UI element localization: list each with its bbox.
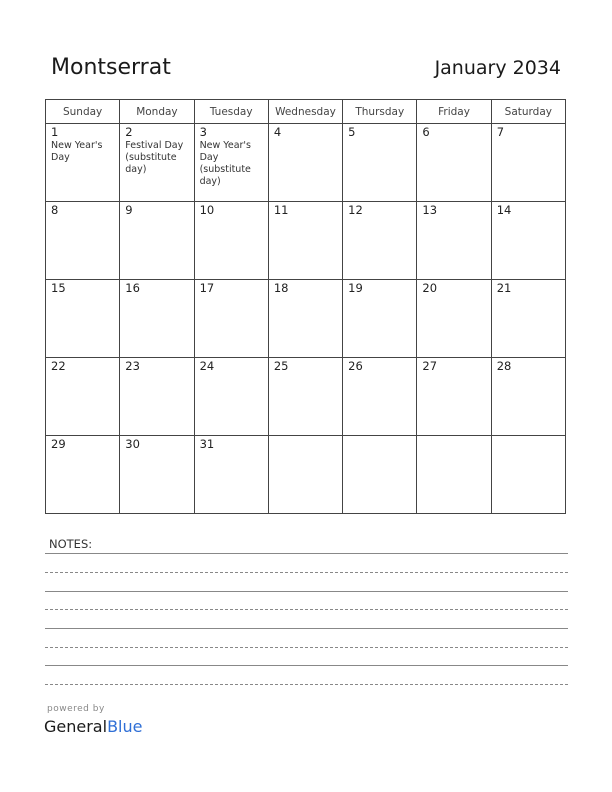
- day-number: 31: [199, 437, 215, 451]
- calendar-day-cell: [46, 280, 120, 358]
- calendar-day-cell: [417, 280, 491, 358]
- calendar-day-cell: [268, 358, 342, 436]
- calendar-day-cell: [120, 280, 194, 358]
- calendar-day-cell: [491, 202, 565, 280]
- note-line: [45, 684, 568, 685]
- calendar-day-cell: [120, 202, 194, 280]
- day-number: 11: [273, 203, 289, 217]
- calendar-day-cell: [46, 202, 120, 280]
- generalblue-logo[interactable]: [44, 717, 142, 736]
- day-number: 21: [496, 281, 512, 295]
- calendar-day-cell: [491, 280, 565, 358]
- day-number: 25: [273, 359, 289, 373]
- holiday-name: New Year's Day: [51, 140, 103, 163]
- day-number: 27: [422, 359, 438, 373]
- day-number: 2: [125, 125, 133, 139]
- calendar-day-cell: [343, 280, 417, 358]
- calendar-day-cell: [46, 436, 120, 514]
- calendar-day-cell: [194, 202, 268, 280]
- weekday-wednesday: Wednesday: [268, 100, 342, 124]
- day-number: 23: [125, 359, 140, 373]
- calendar-week-row: [46, 358, 566, 436]
- calendar-day-cell: [417, 358, 491, 436]
- weekday-sunday: Sunday: [46, 100, 120, 124]
- holiday-name: Festival Day (substitute day): [125, 140, 184, 175]
- powered-by-label: powered by: [47, 704, 105, 714]
- day-number: 10: [199, 203, 215, 217]
- day-number: 8: [51, 203, 59, 217]
- day-number: 22: [51, 359, 66, 373]
- day-number: 12: [348, 203, 363, 217]
- calendar-day-cell: [417, 436, 491, 514]
- calendar-day-cell: [46, 124, 120, 202]
- day-number: 18: [273, 281, 289, 295]
- day-number: 28: [496, 359, 512, 373]
- calendar-country-title: Montserrat: [51, 55, 171, 80]
- day-number: 24: [199, 359, 215, 373]
- calendar-day-cell: [417, 202, 491, 280]
- weekday-saturday: Saturday: [491, 100, 565, 124]
- calendar-week-row: [46, 124, 566, 202]
- calendar-day-cell: [491, 124, 565, 202]
- day-number: 6: [422, 125, 430, 139]
- calendar-week-row: [46, 436, 566, 514]
- calendar-day-cell: [417, 124, 491, 202]
- calendar-day-cell: [194, 358, 268, 436]
- day-number: 17: [199, 281, 215, 295]
- calendar-day-cell: [194, 280, 268, 358]
- day-number: 9: [125, 203, 133, 217]
- calendar-day-cell: [268, 202, 342, 280]
- calendar-day-cell: [343, 124, 417, 202]
- day-number: 30: [125, 437, 140, 451]
- calendar-day-cell: [120, 358, 194, 436]
- weekday-tuesday: Tuesday: [194, 100, 268, 124]
- notes-label: NOTES:: [49, 537, 93, 551]
- weekday-header-row: [46, 100, 566, 124]
- calendar-day-cell: [268, 436, 342, 514]
- calendar-day-cell: [120, 436, 194, 514]
- brand-general: General: [44, 717, 108, 736]
- calendar-month-title: January 2034: [434, 57, 561, 79]
- day-number: 7: [496, 125, 505, 139]
- note-line: [45, 572, 568, 573]
- day-number: 3: [199, 125, 207, 139]
- note-line: [45, 609, 568, 610]
- calendar-day-cell: [343, 202, 417, 280]
- calendar-day-cell: [491, 358, 565, 436]
- calendar-week-row: [46, 202, 566, 280]
- calendar-day-cell: [120, 124, 194, 202]
- day-number: 19: [348, 281, 363, 295]
- calendar-day-cell: [194, 124, 268, 202]
- calendar-day-cell: [491, 436, 565, 514]
- day-number: 15: [51, 281, 66, 295]
- weekday-monday: Monday: [120, 100, 194, 124]
- day-number: 1: [51, 125, 59, 139]
- brand-blue: Blue: [107, 717, 143, 736]
- calendar-grid: [45, 99, 566, 514]
- note-line: [45, 591, 568, 592]
- calendar-day-cell: [46, 358, 120, 436]
- note-line: [45, 628, 568, 629]
- note-line: [45, 553, 568, 554]
- note-line: [45, 647, 568, 648]
- calendar-day-cell: [268, 124, 342, 202]
- calendar-day-cell: [343, 436, 417, 514]
- calendar-week-row: [46, 280, 566, 358]
- calendar-day-cell: [343, 358, 417, 436]
- day-number: 14: [496, 203, 512, 217]
- day-number: 4: [273, 125, 282, 139]
- day-number: 26: [348, 359, 363, 373]
- day-number: 20: [422, 281, 438, 295]
- day-number: 13: [422, 203, 438, 217]
- calendar-day-cell: [268, 280, 342, 358]
- day-number: 5: [348, 125, 356, 139]
- holiday-name: New Year's Day (substitute day): [199, 140, 251, 187]
- day-number: 16: [125, 281, 140, 295]
- note-line: [45, 665, 568, 666]
- calendar-day-cell: [194, 436, 268, 514]
- day-number: 29: [51, 437, 66, 451]
- weekday-thursday: Thursday: [343, 100, 417, 124]
- weekday-friday: Friday: [417, 100, 491, 124]
